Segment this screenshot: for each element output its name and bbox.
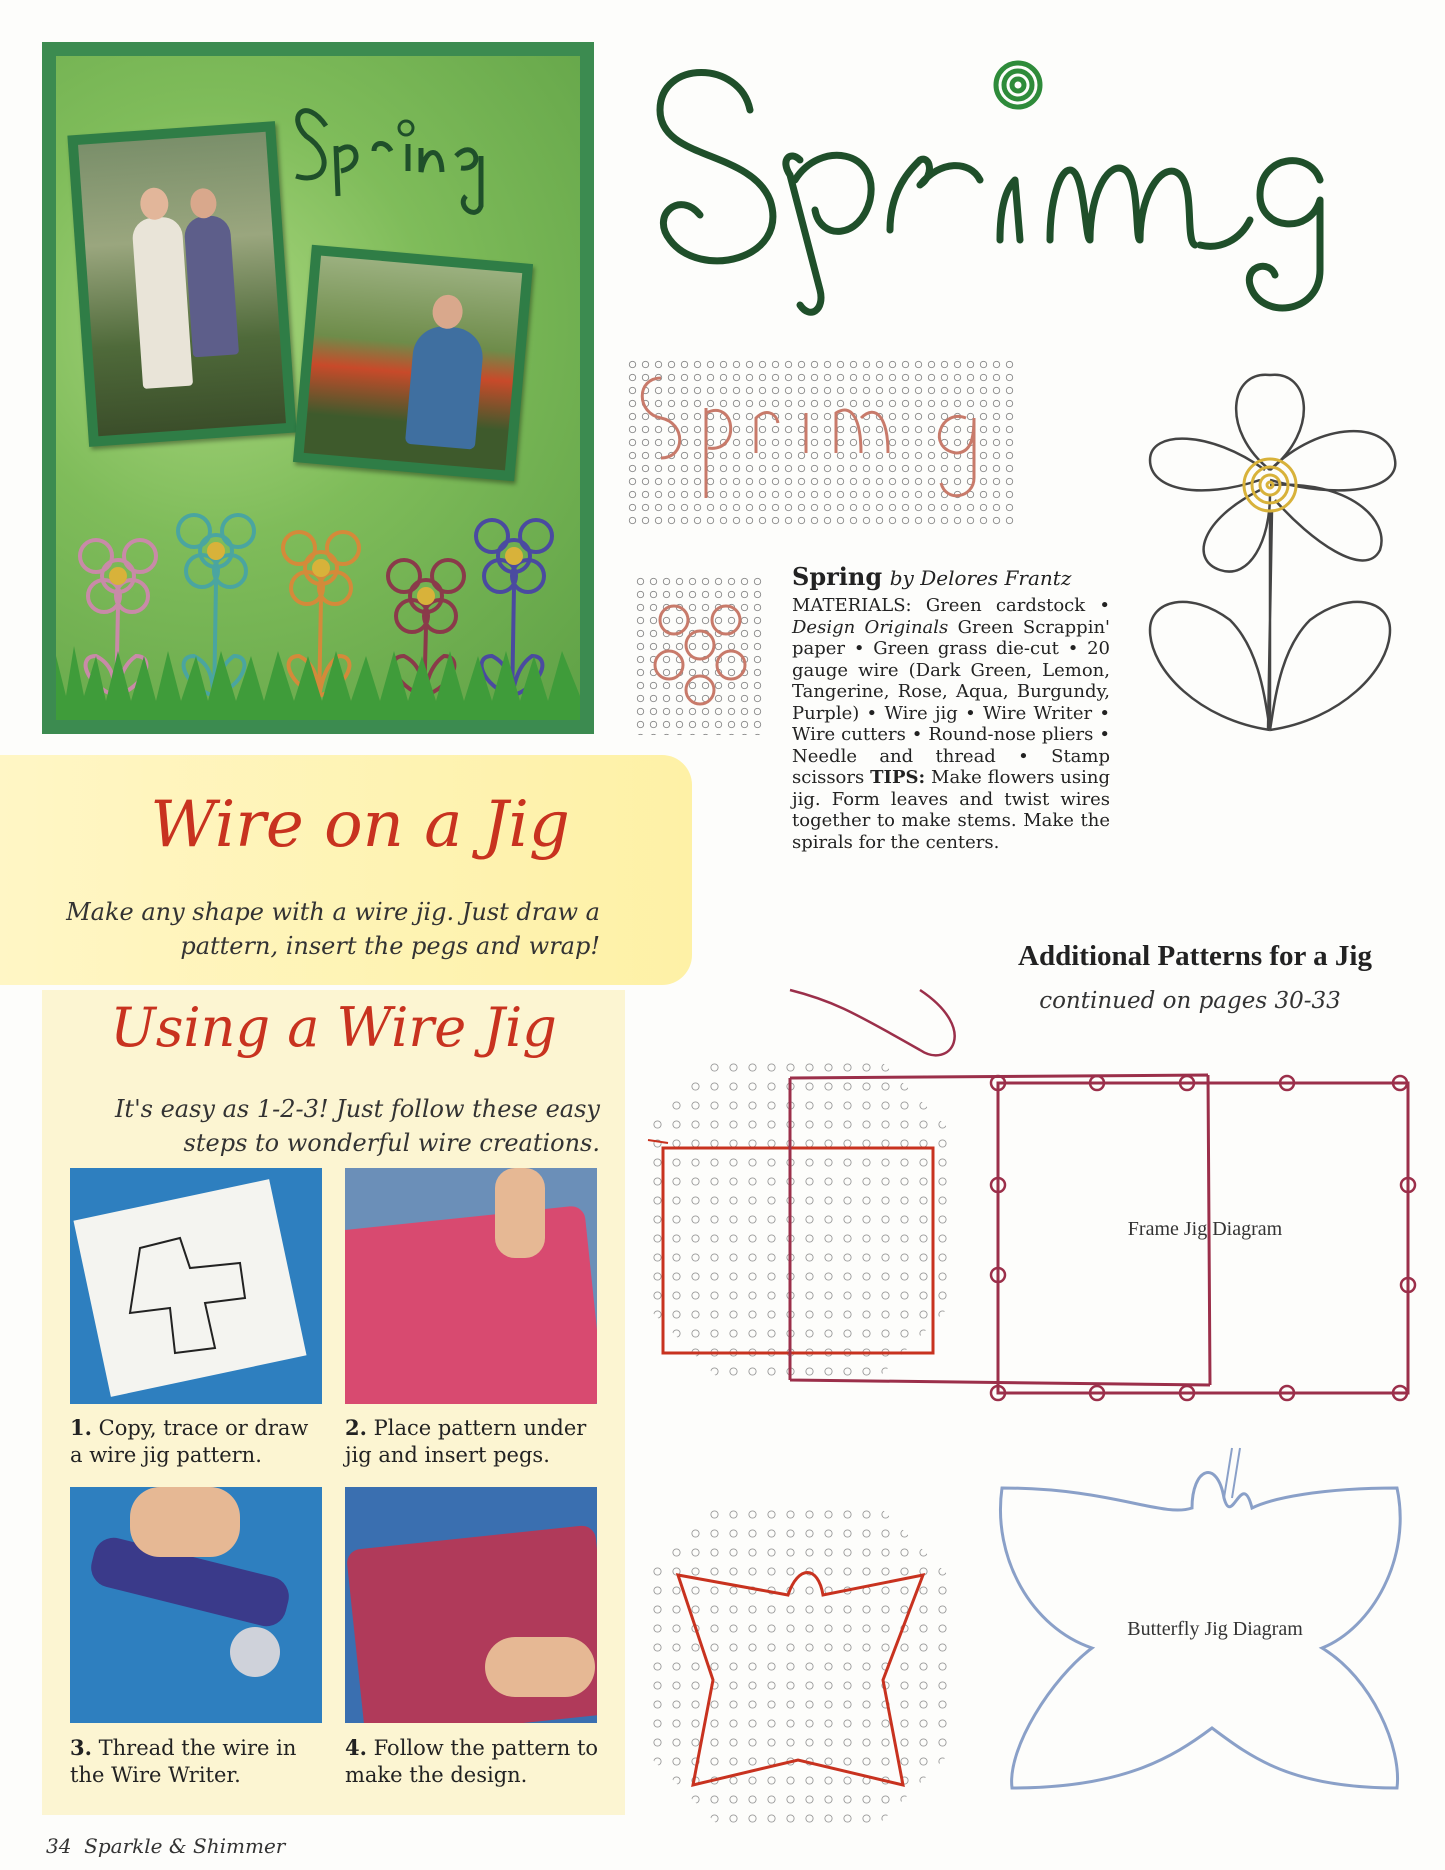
step-4-photo bbox=[345, 1487, 597, 1723]
flower-jig-pattern bbox=[634, 575, 766, 735]
daisy-wire-flower bbox=[1120, 370, 1420, 910]
materials-text bbox=[792, 595, 1110, 853]
page-number: 34 bbox=[46, 1834, 72, 1858]
step-4-text: Follow the pattern to make the design. bbox=[345, 1736, 599, 1787]
spring-jig-pattern bbox=[626, 358, 1018, 526]
banner-intro: Make any shape with a wire jig. Just draw a pattern, insert the pegs and wrap! bbox=[66, 898, 600, 960]
header-wire-title bbox=[620, 40, 1410, 350]
footer bbox=[46, 1834, 285, 1858]
scrapbook-layout bbox=[42, 42, 594, 734]
howto-panel bbox=[42, 990, 625, 1815]
howto-intro: It's easy as 1-2-3! Just follow these easy steps to wonderful wire creations. bbox=[114, 1095, 600, 1157]
step-2-num: 2. bbox=[345, 1415, 367, 1440]
step-2-caption bbox=[345, 1414, 605, 1469]
banner-title: Wire on a Jig bbox=[150, 788, 570, 862]
step-3-photo bbox=[70, 1487, 322, 1723]
butterfly-jig-pattern bbox=[648, 1505, 948, 1825]
step-3-caption bbox=[70, 1734, 322, 1789]
step-3-text: Thread the wire in the Wire Writer. bbox=[70, 1736, 297, 1787]
project-block bbox=[792, 562, 1110, 853]
scrapbook-wire-art bbox=[56, 56, 580, 720]
step-3-num: 3. bbox=[70, 1735, 92, 1760]
project-byline: by Delores Frantz bbox=[889, 566, 1072, 590]
step-1-caption bbox=[70, 1414, 322, 1469]
project-title: Spring bbox=[792, 562, 883, 591]
banner bbox=[0, 755, 692, 985]
step-1-photo bbox=[70, 1168, 322, 1404]
frame-jig-label: Frame Jig Diagram bbox=[1127, 1218, 1283, 1240]
materials-part-b: Green Scrappin' paper • Green grass die-cut • 20 gauge wire (Dark Green, Lemon, Tangerine, Rose, Aqua, Burgundy, Purple) • Wire jig • Wire Writer • Wire cutters • Round-nose pliers • Needle and thread • Stamp scissors bbox=[792, 616, 1110, 788]
scrapbook-background bbox=[56, 56, 580, 720]
step-2-text: Place pattern under jig and insert pegs. bbox=[345, 1416, 587, 1467]
materials-part-a: Green cardstock • bbox=[925, 595, 1110, 616]
frame-wire-rect bbox=[990, 1075, 1420, 1415]
step-1-num: 1. bbox=[70, 1415, 92, 1440]
howto-title: Using a Wire Jig bbox=[110, 996, 557, 1059]
step-4-caption bbox=[345, 1734, 605, 1789]
patterns-title: Additional Patterns for a Jig bbox=[1018, 940, 1372, 972]
butterfly-jig-label: Butterfly Jig Diagram bbox=[1127, 1618, 1303, 1640]
materials-brand: Design Originals bbox=[792, 616, 949, 638]
patterns-subtitle: continued on pages 30-33 bbox=[1039, 988, 1341, 1014]
materials-label: MATERIALS: bbox=[792, 595, 912, 616]
step-2-photo bbox=[345, 1168, 597, 1404]
step-4-num: 4. bbox=[345, 1735, 367, 1760]
publication-name: Sparkle & Shimmer bbox=[84, 1834, 286, 1858]
tips-label: TIPS: bbox=[870, 767, 926, 788]
step-1-text: Copy, trace or draw a wire jig pattern. bbox=[70, 1416, 309, 1467]
tips-text: Make flowers using jig. Form leaves and twist wires together to make stems. Make the spirals for the centers. bbox=[792, 767, 1110, 853]
